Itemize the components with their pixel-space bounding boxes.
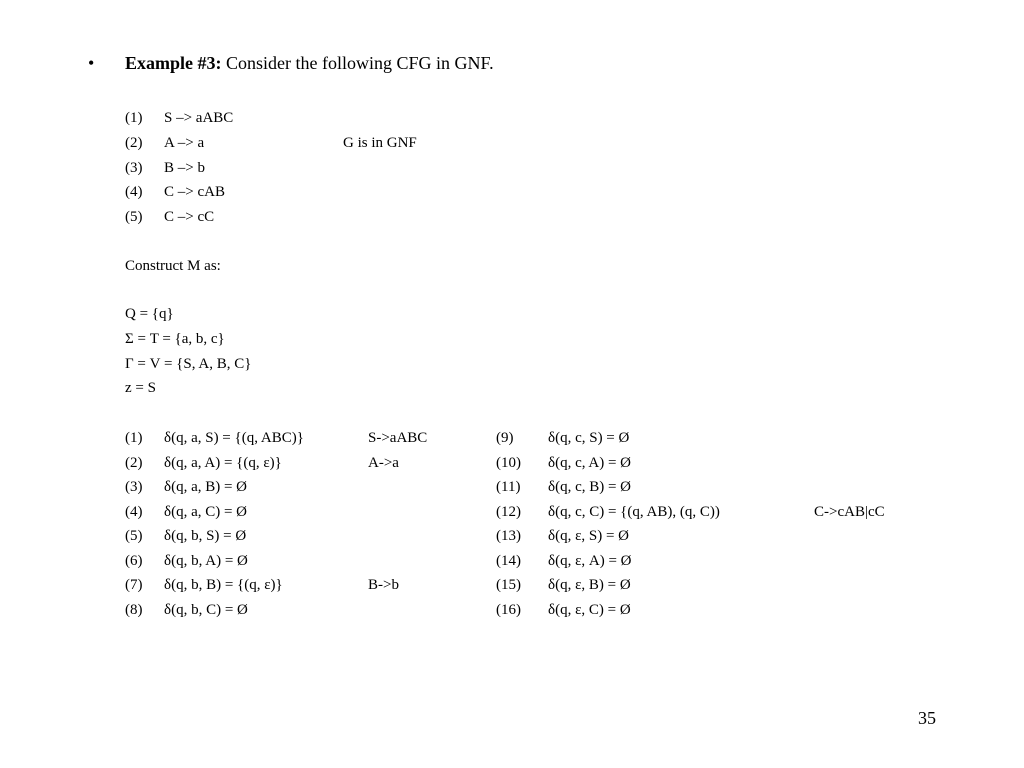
transition-number: (7): [125, 577, 143, 593]
rule-text: C –> cAB: [164, 184, 225, 200]
transition-number: (2): [125, 455, 143, 471]
transition-note: C->cAB|cC: [814, 504, 885, 520]
transition-number: (6): [125, 553, 143, 569]
rule-number: (3): [125, 160, 143, 176]
transition-number: (15): [496, 577, 521, 593]
transition-text: δ(q, c, B) = Ø: [548, 479, 632, 495]
transition-text: δ(q, ε, S) = Ø: [548, 528, 629, 544]
transition-number: (14): [496, 553, 521, 569]
transition-text: δ(q, ε, A) = Ø: [548, 553, 632, 569]
bullet-icon: •: [88, 53, 95, 73]
definition-line: Q = {q}: [125, 306, 174, 322]
transition-text: δ(q, c, C) = {(q, AB), (q, C)): [548, 504, 720, 520]
rule-number: (1): [125, 110, 143, 126]
transition-number: (9): [496, 430, 514, 446]
transition-text: δ(q, a, C) = Ø: [164, 504, 248, 520]
transition-number: (16): [496, 602, 521, 618]
transition-number: (13): [496, 528, 521, 544]
transition-text: δ(q, b, A) = Ø: [164, 553, 248, 569]
transition-note: B->b: [368, 577, 399, 593]
transition-text: δ(q, b, C) = Ø: [164, 602, 248, 618]
transition-text: δ(q, c, A) = Ø: [548, 455, 632, 471]
rule-text: C –> cC: [164, 209, 215, 225]
definition-line: Σ = T = {a, b, c}: [125, 331, 225, 347]
rule-text: A –> a: [164, 135, 205, 151]
transition-text: δ(q, ε, C) = Ø: [548, 602, 631, 618]
transition-text: δ(q, b, S) = Ø: [164, 528, 247, 544]
transition-number: (11): [496, 479, 521, 495]
example-title: Example #3:: [125, 53, 222, 73]
transition-note: A->a: [368, 455, 399, 471]
transition-number: (1): [125, 430, 143, 446]
transition-text: δ(q, b, B) = {(q, ε)}: [164, 577, 283, 593]
transition-number: (12): [496, 504, 521, 520]
transition-note: S->aABC: [368, 430, 428, 446]
transition-text: δ(q, c, S) = Ø: [548, 430, 630, 446]
rule-text: S –> aABC: [164, 110, 234, 126]
transition-number: (4): [125, 504, 143, 520]
definition-line: z = S: [125, 380, 156, 396]
transition-text: δ(q, a, A) = {(q, ε)}: [164, 455, 282, 471]
gnf-note: G is in GNF: [343, 135, 417, 151]
transition-text: δ(q, a, B) = Ø: [164, 479, 248, 495]
bullet-text: [125, 53, 494, 74]
transition-text: δ(q, ε, B) = Ø: [548, 577, 631, 593]
rule-text: B –> b: [164, 160, 205, 176]
rule-number: (5): [125, 209, 143, 225]
rule-number: (2): [125, 135, 143, 151]
definition-line: Γ = V = {S, A, B, C}: [125, 356, 252, 372]
rule-number: (4): [125, 184, 143, 200]
page-number: 35: [918, 708, 936, 728]
transition-number: (3): [125, 479, 143, 495]
transition-number: (5): [125, 528, 143, 544]
example-description: Consider the following CFG in GNF.: [221, 53, 494, 73]
construct-label: Construct M as:: [125, 258, 221, 274]
transition-text: δ(q, a, S) = {(q, ABC)}: [164, 430, 304, 446]
transition-number: (10): [496, 455, 521, 471]
transition-number: (8): [125, 602, 143, 618]
